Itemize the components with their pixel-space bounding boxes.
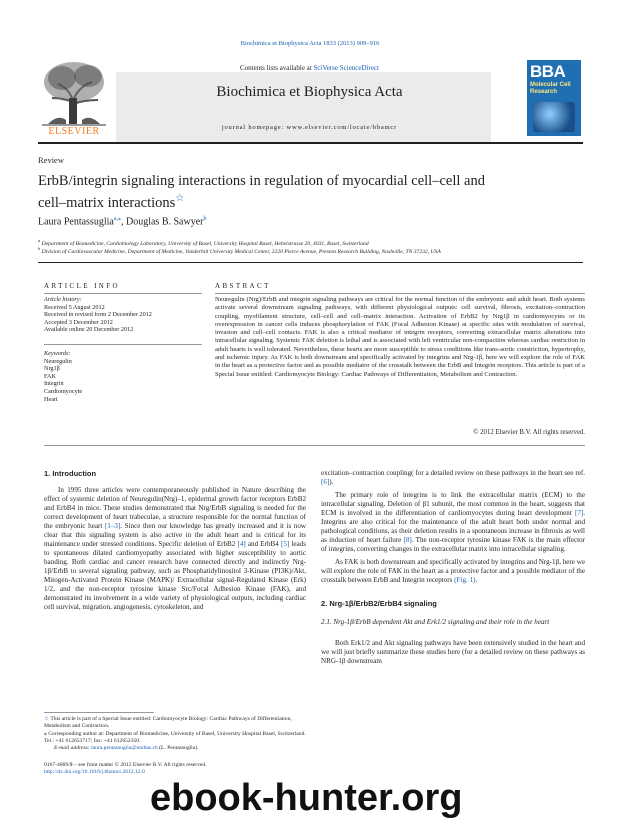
citation-link[interactable]: [7] — [574, 509, 584, 517]
abstract-rule — [215, 293, 585, 294]
sciencedirect-link[interactable]: SciVerse ScienceDirect — [313, 64, 379, 72]
citation-link[interactable]: [4] — [237, 540, 246, 548]
paragraph-text: ). — [329, 478, 334, 486]
keyword: FAK — [44, 372, 56, 380]
affiliation-mark: a — [38, 238, 41, 243]
keyword: Heart — [44, 395, 58, 403]
paragraph-text: As FAK is both downstream and specifically activated by integrins and Nrg-1β, here we will explore the role of FAK in the heart as a protective factor and a possible mediator of the crosstalk between ErbB and Integrin receptors — [321, 558, 585, 584]
email-link[interactable]: laura.pentassuglia@unibas.ch — [91, 745, 158, 751]
article-title — [38, 172, 548, 212]
keywords — [44, 350, 82, 403]
paragraph-text: . — [475, 576, 478, 584]
body-paragraph — [321, 469, 585, 487]
journal-title: Biochimica et Biophysica Acta — [216, 84, 403, 100]
keywords-label: Keywords: — [44, 350, 71, 357]
body-paragraph: Both Erk1/2 and Akt signaling pathways have been extensively studied in the heart and we will just briefly summarize these studies here (for a detailed review on these pathways as NRG-1β downstream — [321, 639, 585, 665]
body-paragraph — [321, 558, 585, 585]
citation-link[interactable]: (Fig. 1) — [454, 576, 476, 584]
affiliation-mark: b — [38, 246, 41, 251]
contents-line — [38, 64, 581, 72]
keyword: Nrg1β — [44, 365, 60, 373]
history-item: Accepted 3 December 2012 — [44, 318, 113, 326]
elsevier-wordmark: ELSEVIER — [48, 126, 100, 137]
abstract-copyright: © 2012 Elsevier B.V. All rights reserved. — [473, 429, 585, 436]
column-right — [321, 469, 585, 666]
affiliation — [38, 245, 588, 256]
footnote-email — [44, 745, 306, 752]
footnote-rule — [44, 712, 154, 713]
footnote-star-mark: ☆ — [44, 716, 50, 722]
section-heading: 1. Introduction — [44, 469, 97, 478]
paragraph-text: . Integrins are also critical for the maintenance of the adult heart both under normal and pathological conditions, as their deletion results in a spontaneous increase in fibrosis as well as induction of heart failure — [321, 509, 585, 544]
email-suffix: (L. Pentassuglia). — [159, 745, 199, 751]
paragraph-text: In 1995 three articles were contemporaneously published in Nature describing the effect of systemic deletion of Neuregulin(Nrg)–1, epidermal growth factor receptors ErbB2 and ErbB4 in mice. These studies demonstrated that Nrg/ErbB signaling is needed for the correct development of heart trabeculae, a structure responsible for the normal function of the embryonic heart — [44, 486, 306, 530]
footnote-corr-mark: ⁎ — [44, 731, 47, 737]
paragraph-text: leads to spontaneous dilated cardiomyopathy associated with higher susceptibility to aortic banding. Both cardiac and cancer research have connected directly and indirectly Nrg-1β/ErbB to several signaling pathway, such as Phosphatidylinositol 3-Kinase (PI3K)/Akt, Mitogen-Activated Protein Kinase (MAPK)/ Extracellular signal-Regulated Kinase (Erk) 1/2, and the non-receptor tyrosine kinase Src/Focal Adhesion Kinase (FAK), and demonstrated its involvement in a wide variety of physiological outputs, including cardiac cell survival, migration, angiogenesis, cytoskeleton, and — [44, 540, 306, 611]
history-item: Received in revised form 2 December 2012 — [44, 311, 152, 319]
paragraph-text: . Since then our knowledge has greatly increased and it is now clear that this signaling system is also active in the adult heart and is critical for its maintenance under stressed conditions. Specific deletion of ErbB2 — [44, 522, 306, 548]
authors — [38, 215, 206, 227]
keyword: Neuregulin — [44, 357, 72, 365]
keywords-rule — [44, 344, 202, 345]
intro-paragraph — [44, 486, 306, 612]
cover-title: BBA — [530, 62, 566, 81]
author-marks[interactable]: b — [203, 216, 207, 222]
citation-link[interactable]: [5] — [280, 540, 290, 548]
issn-block — [44, 762, 306, 776]
citation-link[interactable]: [6] — [321, 478, 330, 486]
elsevier-logo — [38, 58, 110, 140]
subsection-heading: 2.1. Nrg-1β/ErbB dependent Akt and Erk1/2 signaling and their role in the heart — [321, 618, 550, 626]
citation-link[interactable]: [1–3] — [104, 522, 121, 530]
column-left — [44, 469, 306, 612]
footnote-star-text: This article is part of a Special Issue entitled: Cardiomyocyte Biology: Cardiac Pathways of Differentiation, Metabolism and Contraction. — [44, 716, 292, 729]
article-info-rule — [44, 293, 202, 294]
section-heading: 2. Nrg-1β/ErbB2/ErbB4 signaling — [321, 599, 437, 608]
history-label: Article history: — [44, 296, 82, 303]
contents-prefix: Contents lists available at — [240, 64, 312, 72]
journal-citation[interactable]: Biochimica et Biophysica Acta 1833 (2013) 909–916 — [240, 40, 380, 47]
title-line-2: cell–matrix interactions — [38, 194, 176, 211]
email-label: E-mail address: — [54, 745, 90, 751]
article-type: Review — [38, 155, 64, 165]
author-name: Laura Pentassuglia — [38, 216, 114, 228]
footnote-corresponding — [44, 731, 306, 745]
homepage-url[interactable]: www.elsevier.com/locate/bbamcr — [286, 124, 398, 131]
paragraph-text: excitation–contraction coupling( for a detailed review on these pathways in the heart see ref. — [321, 469, 585, 477]
cover-image — [533, 102, 575, 132]
citation-link[interactable]: [8] — [403, 536, 412, 544]
watermark: ebook-hunter.org — [150, 777, 463, 819]
author-marks[interactable]: a,⁎ — [113, 216, 121, 222]
homepage-label: journal homepage: — [221, 124, 285, 131]
abstract-text: Neuregulin (Nrg)/ErbB and integrin signaling pathways are critical for the normal function of the embryonic and adult heart. Both systems activate several downstream signaling pathways, with different physiological outputs: cell survival, fibrosis, excitation–contraction coupling, myofilament structure, cell–cell and cell–matrix interaction. Activation of ErbB2 by Nrg1β in cardiomyocytes or its overexpression in cancer cells induces phosphorylation of FAK (Focal Adhesion Kinase) at specific sites with modulation of survival, invasion and cell–cell contacts. FAK is also a critical mediator of integrin receptors, converting extracellular matrix alterations into intracellular signaling. Systemic FAK deletion is lethal and is associated with left ventricular non-compaction whereas cardiac restriction in adult hearts is well tolerated. Nevertheless, these hearts are more susceptible to stress conditions like trans-aortic constriction, hypertrophy, and ischemic injury. As FAK is both downstream and specifically activated by integrins and Nrg-1β, here we will explore the role of FAK in the heart as a protective factor and as possible mediator of the crosstalk between the ErbB and Integrin receptors. This article is part of a Special Issue entitled: Cardiomyocyte Biology: Cardiac Pathways of Differentiation, Metabolism and Contraction. — [215, 296, 585, 378]
affiliation-text: Division of Cardiovascular Medicine, Department of Medicine, Vanderbilt University Medical Center, 2220 Pierce Avenue, Preston Research Building, Nashville, TN 37232, USA — [41, 248, 441, 255]
doi-link[interactable]: http://dx.doi.org/10.1016/j.bbamcr.2012.12.0 — [44, 769, 145, 775]
header-shade — [116, 72, 491, 142]
article-history — [44, 296, 152, 334]
elsevier-tree-icon — [38, 58, 110, 128]
abstract-heading: ABSTRACT — [215, 282, 271, 290]
article-info-heading: ARTICLE INFO — [44, 282, 121, 290]
author-name: Douglas B. Sawyer — [125, 216, 204, 228]
body-paragraph — [321, 491, 585, 554]
paragraph-text: The primary role of integrins is to link the extracellular matrix (ECM) to the intracellular signaling. Deletion of β1 subunit, the most common in the heart, suggests that ECM is involved in the differentiation of cardiomyocytes during heart development — [321, 491, 585, 517]
history-item: Available online 20 December 2012 — [44, 326, 134, 334]
cover-subtitle: Molecular Cell Research — [530, 82, 571, 95]
issn-line: 0167-4889/$ – see front matter © 2012 Elsevier B.V. All rights reserved. — [44, 762, 207, 768]
footnote-star — [44, 716, 306, 730]
author-separator: , — [120, 216, 124, 228]
footnote-corr-text: Corresponding author at: Department of Biomedicine, University of Basel, University Hospital Basel, Switzerland. Tel.: +41 612653717; fax: +41 612652350. — [44, 731, 306, 744]
header-rule — [38, 142, 583, 144]
journal-header — [38, 58, 581, 140]
paragraph-text: and ErbB4 — [245, 540, 281, 548]
journal-cover — [527, 60, 581, 136]
affiliation-rule — [38, 262, 583, 263]
title-line-1: ErbB/integrin signaling interactions in regulation of myocardial cell–cell and — [38, 173, 485, 189]
footnotes — [44, 716, 306, 752]
keyword: Cardiomyocyte — [44, 387, 83, 395]
abstract-end-rule — [44, 445, 585, 446]
homepage-line — [38, 124, 581, 131]
keyword: Integrin — [44, 380, 64, 388]
history-item: Received 5 August 2012 — [44, 303, 105, 311]
title-footnote-star[interactable]: ☆ — [175, 193, 185, 204]
paragraph-text: . The non-receptor tyrosine kinase FAK is the main effector of integrins, converting changes in the extracellular matrix into intracellular signaling. — [321, 536, 585, 553]
affiliation-text: Department of Biomedicine, Cardiobiology Laboratory, University of Basel, University Hospital Basel, Hebelstrasse 20, 4031, Basel, Switzerland — [41, 240, 369, 247]
